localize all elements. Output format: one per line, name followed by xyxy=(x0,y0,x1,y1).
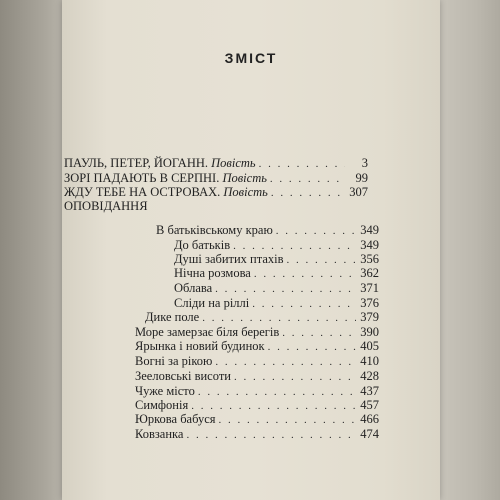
story-entry xyxy=(135,354,379,369)
story-entry xyxy=(135,412,379,427)
story-page: 405 xyxy=(360,339,379,353)
entry-title: ЖДУ ТЕБЕ НА ОСТРОВАХ. xyxy=(64,185,221,199)
dot-leader xyxy=(268,340,356,355)
toc-entry xyxy=(62,156,368,171)
story-title: До батьків xyxy=(174,238,231,252)
story-page: 356 xyxy=(360,252,379,266)
story-page: 362 xyxy=(360,266,379,280)
story-entry xyxy=(174,266,379,281)
dot-leader xyxy=(254,267,356,282)
entry-genre: Повість xyxy=(211,156,256,170)
entry-page: 307 xyxy=(349,185,368,199)
story-page: 379 xyxy=(360,310,379,324)
toc-entry xyxy=(62,171,368,186)
story-page: 376 xyxy=(360,296,379,310)
story-page: 428 xyxy=(360,369,379,383)
story-page: 474 xyxy=(360,427,379,441)
entry-genre: Повість xyxy=(223,185,268,199)
story-title: Море замерзає біля берегів xyxy=(135,325,280,339)
story-page: 390 xyxy=(360,325,379,339)
story-entry xyxy=(135,398,379,413)
story-title: Облава xyxy=(174,281,213,295)
dot-leader xyxy=(259,157,345,172)
dot-leader xyxy=(276,224,356,239)
story-page: 437 xyxy=(360,384,379,398)
story-entry xyxy=(135,325,379,340)
story-entry xyxy=(174,296,379,311)
dot-leader xyxy=(186,428,356,443)
dot-leader xyxy=(215,355,356,370)
toc-list xyxy=(62,0,440,500)
story-title: Чуже місто xyxy=(135,384,195,398)
book-page xyxy=(62,0,440,500)
dot-leader xyxy=(219,413,356,428)
story-entry xyxy=(174,238,379,253)
story-title: Сліди на ріллі xyxy=(174,296,250,310)
story-title: Вогні за рікою xyxy=(135,354,213,368)
dot-leader xyxy=(202,311,356,326)
background-left xyxy=(0,0,62,500)
background-right xyxy=(440,0,500,500)
story-title: Ярынка і новий будинок xyxy=(135,339,265,353)
entry-page: 3 xyxy=(361,156,368,170)
story-title: Нічна розмова xyxy=(174,266,251,280)
story-entry xyxy=(145,310,379,325)
story-title: Дике поле xyxy=(145,310,200,324)
story-title: Душі забитих птахів xyxy=(174,252,284,266)
dot-leader xyxy=(234,370,356,385)
story-page: 410 xyxy=(360,354,379,368)
story-entry xyxy=(174,281,379,296)
story-entry xyxy=(135,427,379,442)
story-entry xyxy=(174,252,379,267)
story-entry xyxy=(135,369,379,384)
toc-entry xyxy=(62,185,368,200)
toc-heading: ЗМІСТ xyxy=(224,50,278,66)
story-title: Симфонія xyxy=(135,398,189,412)
entry-title: ПАУЛЬ, ПЕТЕР, ЙОГАНН. xyxy=(64,156,209,170)
story-title: Ковзанка xyxy=(135,427,184,441)
entry-title: ЗОРІ ПАДАЮТЬ В СЕРПНІ. xyxy=(64,171,220,185)
dot-leader xyxy=(271,186,345,201)
story-page: 466 xyxy=(360,412,379,426)
story-page: 371 xyxy=(360,281,379,295)
story-title: В батьківському краю xyxy=(156,223,273,237)
story-entry xyxy=(135,384,379,399)
story-title: Зееловські висоти xyxy=(135,369,231,383)
section-title: ОПОВІДАННЯ xyxy=(64,199,148,213)
entry-genre: Повість xyxy=(222,171,267,185)
story-page: 349 xyxy=(360,223,379,237)
dot-leader xyxy=(215,282,356,297)
entry-page: 99 xyxy=(355,171,368,185)
story-page: 457 xyxy=(360,398,379,412)
story-entry xyxy=(156,223,379,238)
story-title: Юркова бабуся xyxy=(135,412,216,426)
story-page: 349 xyxy=(360,238,379,252)
story-entry xyxy=(135,339,379,354)
